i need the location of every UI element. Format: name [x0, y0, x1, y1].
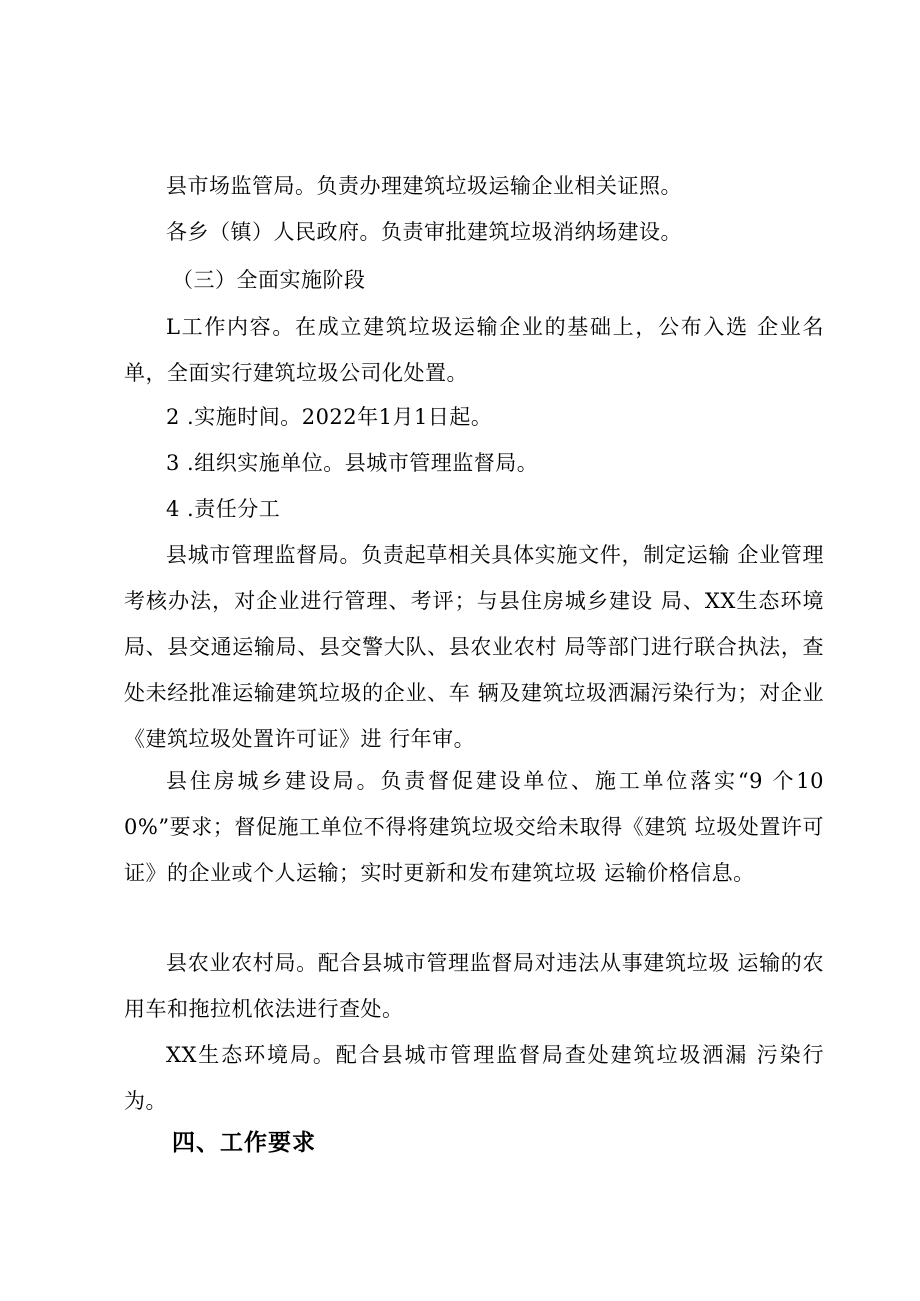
section-heading-work-requirements: 四、工作要求: [172, 1130, 316, 1156]
paragraph-implementing-unit: 3 .组织实施单位。县城市管理监督局。: [166, 451, 539, 475]
paragraph-housing-construction-bureau: 县住房城乡建设局。负责督促建设单位、施工单位落实“9 个100%”要求；督促施工单位不得将建筑垃圾交给未取得《建筑 垃圾处置许可证》的企业或个人运输；实时更新和发布建筑垃圾 运输价格信息。: [124, 769, 824, 885]
paragraph-implementation-time: 2 .实施时间。2022年1月1日起。: [166, 405, 493, 429]
section-heading-implementation-stage: （三）全面实施阶段: [172, 268, 366, 292]
paragraph-city-management-bureau: 县城市管理监督局。负责起草相关具体实施文件，制定运输 企业管理考核办法，对企业进行管理、考评；与县住房城乡建设 局、XX生态环境局、县交通运输局、县交警大队、县农业农村 局等部门进行联合执法，查处未经批准运输建筑垃圾的企业、车 辆及建筑垃圾洒漏污染行为；对企业《建筑垃圾处置许可证》进 行年审。: [124, 543, 824, 751]
paragraph-work-content: L工作内容。在成立建筑垃圾运输企业的基础上，公布入选 企业名单，全面实行建筑垃圾公司化处置。: [124, 315, 824, 385]
paragraph-ecology-environment-bureau: XX生态环境局。配合县城市管理监督局查处建筑垃圾洒漏 污染行为。: [124, 1043, 824, 1113]
paragraph-agriculture-bureau: 县农业农村局。配合县城市管理监督局对违法从事建筑垃圾 运输的农用车和拖拉机依法进行查处。: [124, 951, 824, 1021]
paragraph-township-government: 各乡（镇）人民政府。负责审批建筑垃圾消纳场建设。: [166, 220, 682, 244]
paragraph-responsibility-heading: 4 .责任分工: [166, 497, 281, 521]
paragraph-market-supervision: 县市场监管局。负责办理建筑垃圾运输企业相关证照。: [166, 174, 682, 198]
